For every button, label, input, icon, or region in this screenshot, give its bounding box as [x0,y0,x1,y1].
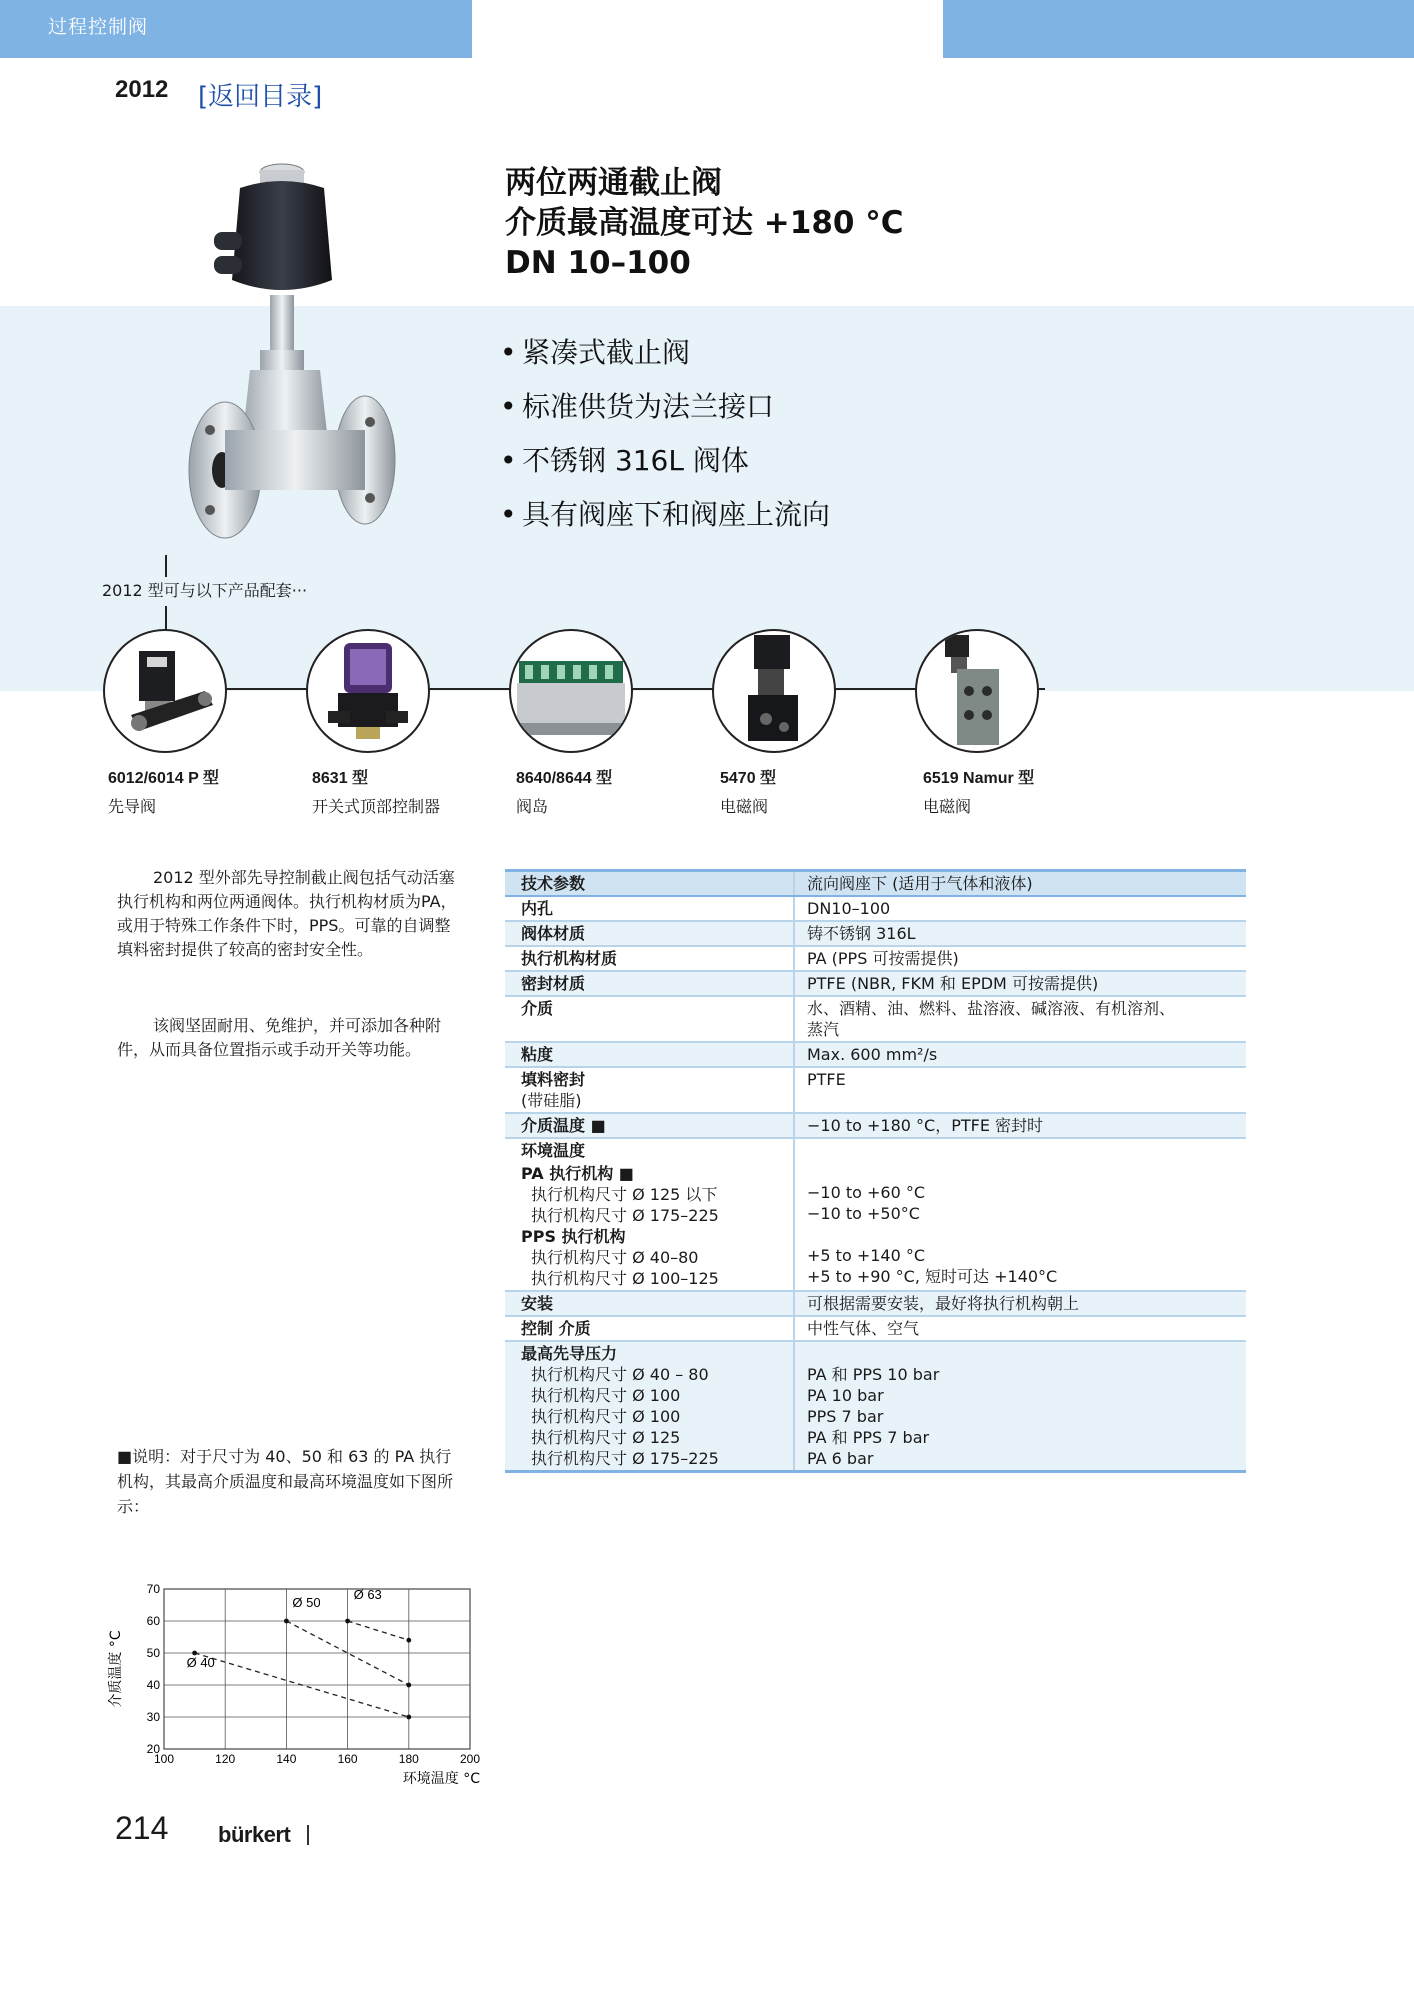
y-tick-label: 20 [146,1742,160,1756]
spec-sub-label: 执行机构尺寸 Ø 125 [531,1428,681,1447]
spec-value-line: 蒸汽 [807,1020,840,1039]
product-code: 8631 型 [312,770,369,787]
spec-label: 粘度 [505,1042,794,1067]
spec-value: 可根据需要安装，最好将执行机构朝上 [794,1291,1246,1316]
spec-value-line: +5 to +90 °C, 短时可达 +140°C [807,1267,1058,1286]
data-point [406,1683,411,1688]
spec-value-line: 水、酒精、油、燃料、盐溶液、碱溶液、有机溶剂、 [807,999,1176,1018]
spec-value-line: PA 和 PPS 7 bar [807,1428,930,1447]
product-name: 电磁阀 [923,797,972,816]
spec-value-line: PA 10 bar [807,1386,884,1405]
spec-sub-label: 执行机构尺寸 Ø 125 以下 [531,1185,718,1204]
solenoid-valve-icon [714,631,834,751]
y-axis-label: 介质温度 °C [108,1630,124,1708]
control-head-icon [308,631,428,751]
product-circle-6519 [915,629,1039,753]
page-number: 214 [115,1810,169,1846]
feature-item: • 不锈钢 316L 阀体 [500,444,749,477]
product-circle-8631 [306,629,430,753]
title-line-3: DN 10–100 [505,245,691,281]
feature-item: • 标准供货为法兰接口 [500,390,775,423]
spec-label: 控制 介质 [505,1316,794,1341]
product-code: 5470 型 [720,770,777,787]
y-tick-label: 70 [146,1582,160,1596]
data-point [406,1715,411,1720]
table-header-cell: 技术参数 [505,871,794,897]
table-row [505,1316,1246,1341]
x-tick-label: 160 [337,1752,358,1766]
table-row [505,1113,1246,1138]
table-row [505,946,1246,971]
spec-value: PTFE (NBR, FKM 和 EPDM 可按需提供) [794,971,1246,996]
product-title [505,163,904,283]
spec-value [794,1138,1246,1291]
y-tick-label: 30 [146,1710,160,1724]
x-tick-label: 180 [398,1752,419,1766]
spec-label [505,1341,794,1472]
table-row [505,996,1246,1042]
spec-value [794,1341,1246,1472]
spec-label-line: 环境温度 [521,1141,586,1160]
spec-label: 介质 [505,996,794,1042]
description-paragraph: 该阀坚固耐用、免维护，并可添加各种附件，从而具备位置指示或手动开关等功能。 [117,1016,442,1059]
temperature-chart [100,1575,490,1795]
product-name: 阀岛 [516,797,549,816]
header-bar-right [943,0,1414,58]
product-circle-6012 [103,629,227,753]
spec-label [505,1138,794,1291]
spec-group-title: PPS 执行机构 [521,1227,626,1246]
model-number: 2012 [115,76,169,103]
description-paragraph: 2012 型外部先导控制截止阀包括气动活塞执行机构和两位两通阀体。执行机构材质为PA，或用于特殊工作条件下时，PPS。可靠的自调整填料密封提供了较高的密封安全性。 [117,868,457,959]
brand-logo: bürkert [218,1822,291,1847]
product-name: 电磁阀 [720,797,769,816]
spec-value [794,996,1246,1042]
data-point [345,1619,350,1624]
product-code: 6519 Namur 型 [923,770,1035,787]
x-tick-label: 100 [153,1752,175,1766]
x-tick-label: 120 [215,1752,236,1766]
feature-list [500,326,830,542]
title-line-2: 介质最高温度可达 +180 °C [505,205,904,241]
spec-value-line: +5 to +140 °C [807,1246,926,1265]
data-point [284,1619,289,1624]
spec-label: 阀体材质 [505,921,794,946]
spec-label: 内孔 [505,896,794,921]
product-circle-5470 [712,629,836,753]
spec-label-line: 最高先导压力 [521,1344,618,1363]
spec-label: 安装 [505,1291,794,1316]
product-code: 6012/6014 P 型 [108,770,219,787]
spec-value: PTFE [794,1067,1246,1113]
spec-value: PA (PPS 可按需提供) [794,946,1246,971]
table-row [505,971,1246,996]
spec-sub-label: 执行机构尺寸 Ø 175–225 [531,1206,719,1225]
pilot-valve-icon [105,631,225,751]
product-name: 开关式顶部控制器 [312,797,441,816]
product-code: 8640/8644 型 [516,770,613,787]
title-line-1: 两位两通截止阀 [505,165,722,201]
spec-value-line: PA 和 PPS 10 bar [807,1365,940,1384]
series-line [348,1621,409,1640]
compatible-products-label: 2012 型可与以下产品配套··· [102,581,308,600]
connector-line [165,555,167,577]
table-row [505,1042,1246,1067]
back-to-contents-link[interactable]: [返回目录] [198,82,323,112]
spec-sub-label: 执行机构尺寸 Ø 40 – 80 [531,1365,709,1384]
spec-sub-label: 执行机构尺寸 Ø 100 [531,1407,681,1426]
table-row [505,1291,1246,1316]
spec-label-line: (带硅脂) [521,1091,582,1110]
series-label: Ø 50 [292,1595,321,1610]
series-label: Ø 63 [353,1587,382,1602]
spec-label [505,1067,794,1113]
product-circle-8640 [509,629,633,753]
table-row [505,1067,1246,1113]
spec-value-line: PPS 7 bar [807,1407,884,1426]
x-axis-label: 环境温度 °C [402,1771,480,1787]
spec-group-title: PA 执行机构 ■ [521,1164,634,1183]
y-tick-label: 60 [146,1614,160,1628]
table-header-row [505,871,1246,897]
chart-note: ■说明：对于尺寸为 40、50 和 63 的 PA 执行机构，其最高介质温度和最高环境温度如下图所示： [117,1447,454,1516]
feature-item: • 具有阀座下和阀座上流向 [500,498,831,531]
spec-value-line: −10 to +50°C [807,1204,920,1223]
spec-sub-label: 执行机构尺寸 Ø 100 [531,1386,681,1405]
x-tick-label: 140 [276,1752,297,1766]
spec-table [505,869,1246,1473]
x-tick-label: 200 [459,1752,481,1766]
data-point [406,1638,411,1643]
product-name: 先导阀 [108,797,157,816]
feature-item: • 紧凑式截止阀 [500,336,691,369]
spec-value: Max. 600 mm²/s [794,1042,1246,1067]
spec-label: 介质温度 ■ [505,1113,794,1138]
y-tick-label: 50 [146,1646,160,1660]
table-row [505,921,1246,946]
spec-label: 密封材质 [505,971,794,996]
spec-sub-label: 执行机构尺寸 Ø 100–125 [531,1269,719,1288]
spec-label-line: 填料密封 [521,1070,586,1089]
spec-sub-label: 执行机构尺寸 Ø 175–225 [531,1449,719,1468]
spec-value: DN10–100 [794,896,1246,921]
logo-divider [307,1825,309,1845]
spec-sub-label: 执行机构尺寸 Ø 40–80 [531,1248,699,1267]
spec-value: 铸不锈钢 316L [794,921,1246,946]
table-row [505,1341,1246,1472]
table-header-cell: 流向阀座下 (适用于气体和液体) [794,871,1246,897]
spec-value-line: PA 6 bar [807,1449,874,1468]
valve-product-image-icon [170,160,400,560]
namur-solenoid-icon [917,631,1037,751]
spec-label: 执行机构材质 [505,946,794,971]
spec-value-line: −10 to +60 °C [807,1183,926,1202]
section-title: 过程控制阀 [48,16,149,38]
spec-value: 中性气体、空气 [794,1316,1246,1341]
valve-island-icon [511,631,631,751]
table-row [505,896,1246,921]
table-row [505,1138,1246,1291]
spec-value: −10 to +180 °C，PTFE 密封时 [794,1113,1246,1138]
series-label: Ø 40 [186,1655,215,1670]
y-tick-label: 40 [146,1678,160,1692]
